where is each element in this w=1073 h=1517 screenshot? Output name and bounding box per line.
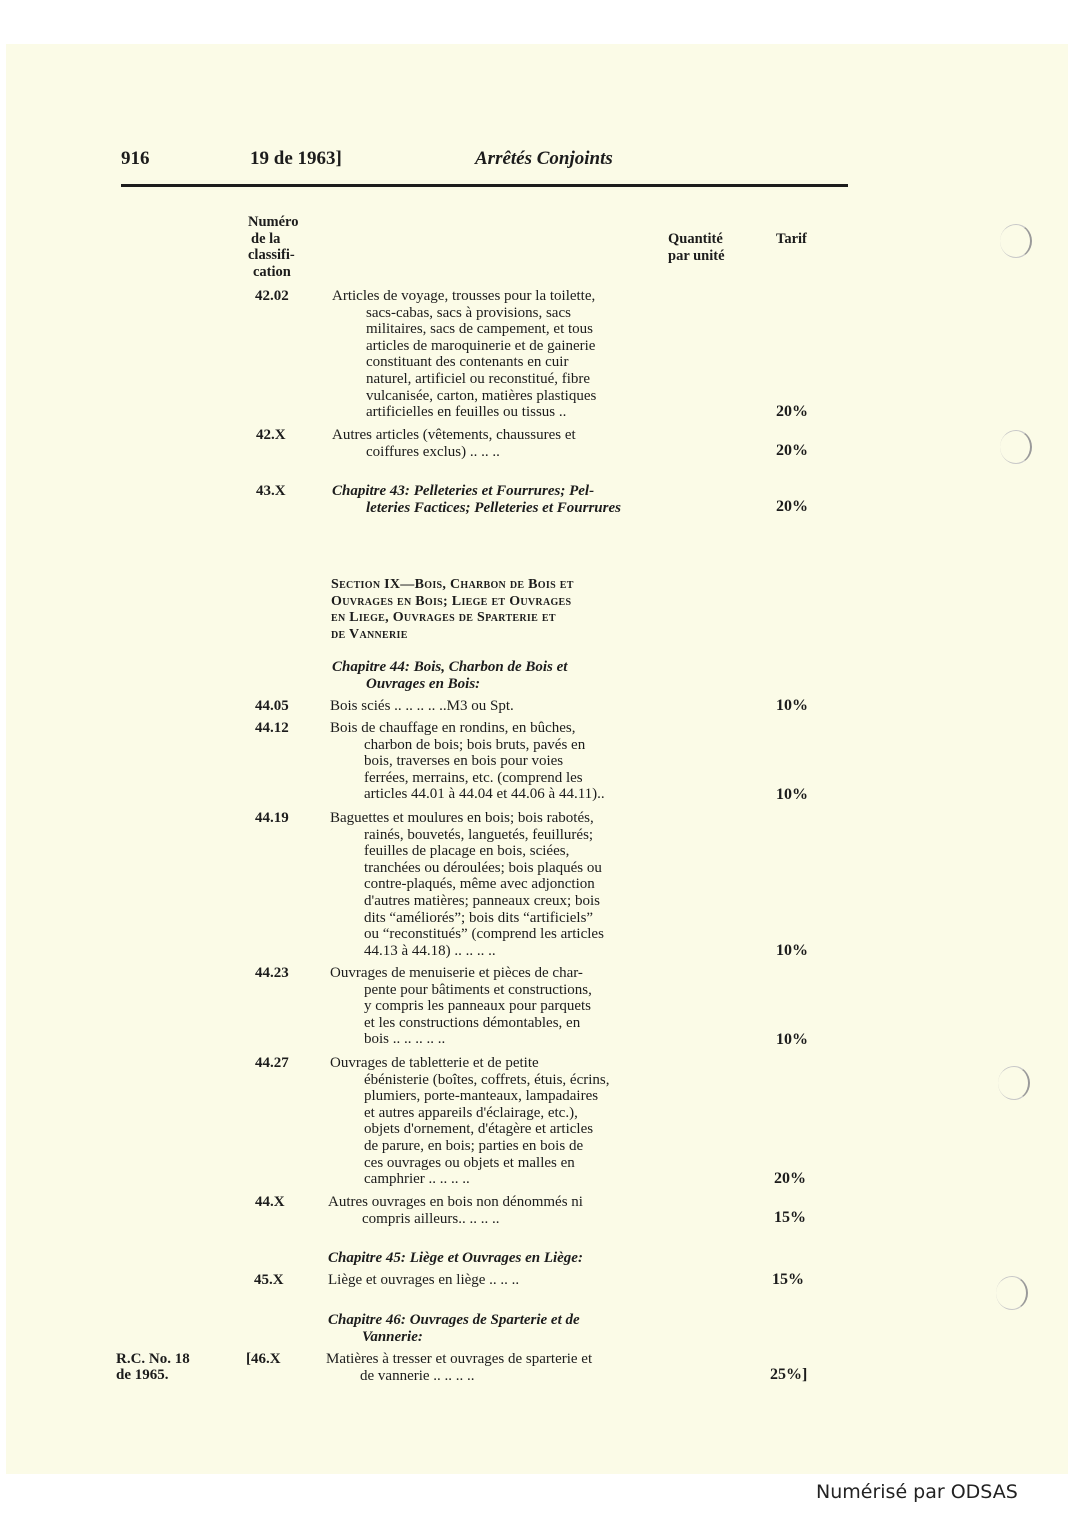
tariff-rate: 15% [774,1209,806,1226]
section-line: de Vannerie [331,626,408,642]
classification-number: 44.23 [255,965,289,981]
tariff-rate: 25%] [770,1366,808,1383]
description-line: Autres articles (vêtements, chaussures et [332,427,576,443]
classification-number: 44.05 [255,698,289,714]
punch-hole [1000,224,1032,258]
punch-hole [1000,430,1032,464]
description-line: camphrier .. .. .. .. [364,1171,470,1188]
description-line: ébénisterie (boîtes, coffrets, étuis, écrins, [364,1071,610,1088]
description-line: compris ailleurs.. .. .. .. [362,1210,500,1227]
column-header-quantity [668,231,725,264]
description-line: Ouvrages de tabletterie et de petite [330,1055,539,1071]
description-line: dits “améliorés”; bois dits “artificiels” [364,909,594,926]
column-header-line: de la [251,230,281,247]
column-header-number [248,214,298,280]
section-line: Ouvrages en Bois; Liege et Ouvrages [331,593,572,609]
entry-description [330,965,592,1048]
description-line: d'autres matières; panneaux creux; bois [364,892,600,909]
tariff-rate: 10% [776,1031,808,1048]
column-header-line: cation [253,263,291,280]
section-line: Section IX—Bois, Charbon de Bois et [331,577,574,592]
description-line: militaires, sacs de campement, et tous [366,321,594,338]
tariff-rate: 20% [774,1170,806,1187]
description-line: artificielles en feuilles ou tissus .. [366,404,567,421]
tariff-rate: 10% [776,697,808,714]
chapter-title: Liège et Ouvrages en Liège: [409,1250,583,1266]
description-line: et les constructions démontables, en [364,1014,581,1031]
digitization-credit: Numérisé par ODSAS [816,1481,1018,1503]
description-line: coiffures exclus) .. .. .. [366,443,500,460]
description-line: contre-plaqués, même avec adjonction [364,876,595,893]
column-header-line: Numéro [248,214,299,230]
punch-hole [998,1066,1030,1100]
entry-description [328,1194,583,1227]
description-line: charbon de bois; bois bruts, pavés en [364,736,586,753]
classification-number: 43.X [256,483,286,499]
classification-number: [46.X [246,1351,281,1367]
header-year: 19 de 1963] [250,148,342,169]
entry-description [330,810,604,959]
description-line: tranchées ou déroulées; bois plaqués ou [364,859,602,876]
description-line: articles 44.01 à 44.04 et 44.06 à 44.11).. [364,786,605,803]
tariff-rate: 20% [776,403,808,420]
classification-number: 44.X [255,1194,285,1210]
chapter-45-heading [328,1250,583,1267]
chapter-label: Chapitre 46: [328,1312,406,1328]
tariff-rate: 20% [776,498,808,515]
classification-number: 44.27 [255,1055,289,1071]
description-line: naturel, artificiel ou reconstitué, fibre [366,370,591,387]
description-line: rainés, bouvetés, languetés, feuillurés; [364,826,594,843]
column-header-line: par unité [668,247,725,264]
margin-note [116,1351,190,1383]
description-line: y compris les panneaux pour parquets [364,998,592,1015]
description-line: Ouvrages de menuiserie et pièces de char- [330,965,583,981]
section-line: en Liege, Ouvrages de Sparterie et [331,610,556,626]
description-line: ou “reconstitués” (comprend les articles [364,926,604,943]
tariff-rate: 10% [776,786,808,803]
description-line: ferrées, merrains, etc. (comprend les [364,769,583,786]
chapter-label: Chapitre 44: [332,659,410,675]
classification-number: 44.12 [255,720,289,736]
tariff-rate: 20% [776,442,808,459]
description-line: pente pour bâtiments et constructions, [364,981,592,998]
description-line: vulcanisée, carton, matières plastiques [366,387,597,404]
entry-description [328,1272,519,1289]
description-line: Pelleteries et Fourrures; Pel- [413,483,595,499]
description-line: Baguettes et moulures en bois; bois rabotés, [330,810,594,826]
tariff-rate: 15% [772,1271,804,1288]
description-line: 44.13 à 44.18) .. .. .. .. [364,942,496,959]
classification-number: 44.19 [255,810,289,826]
chapter-label: Chapitre 45: [328,1250,406,1266]
page-number: 916 [121,148,150,169]
description-line: Bois sciés .. .. .. .. ..M3 ou Spt. [330,698,514,714]
column-header-tariff: Tarif [776,231,807,247]
description-line: articles de maroquinerie et de gainerie [366,337,596,354]
description-line: Autres ouvrages en bois non dénommés ni [328,1194,583,1210]
chapter-title: Ouvrages de Sparterie et de [409,1312,580,1328]
chapter-43-entry [332,483,621,516]
entry-description [330,1055,609,1188]
description-line: feuilles de placage en bois, sciées, [364,843,570,860]
description-line: Bois de chauffage en rondins, en bûches, [330,720,576,736]
page-title: Arrêtés Conjoints [475,148,613,169]
description-line: de vannerie .. .. .. .. [360,1367,475,1384]
description-line: Liège et ouvrages en liège .. .. .. [328,1272,520,1288]
chapter-title: Bois, Charbon de Bois et [413,659,568,675]
header-rule [121,184,848,187]
description-line: constituant des contenants en cuir [366,354,569,371]
classification-number: 45.X [254,1272,284,1288]
classification-number: 42.02 [255,288,289,304]
chapter-46-heading [328,1312,580,1345]
description-line: bois, traverses en bois pour voies [364,753,564,770]
description-line: Matières à tresser et ouvrages de sparterie et [326,1351,593,1367]
description-line: de parure, en bois; parties en bois de [364,1137,584,1154]
description-line: sacs-cabas, sacs à provisions, sacs [366,304,571,321]
description-line: et autres appareils d'éclairage, etc.), [364,1104,578,1121]
section-heading [331,577,574,643]
chapter-title: Ouvrages en Bois: [366,675,481,692]
entry-description [326,1351,592,1384]
classification-number: 42.X [256,427,286,443]
description-line: objets d'ornement, d'étagère et articles [364,1121,594,1138]
description-line: bois .. .. .. .. .. [364,1031,446,1048]
entry-description [330,698,514,715]
margin-note-line: R.C. No. 18 [116,1351,190,1367]
entry-description [332,427,576,460]
description-line: ces ouvrages ou objets et malles en [364,1154,575,1171]
chapter-title: Vannerie: [362,1328,423,1345]
chapter-44-heading [332,659,567,692]
description-line: leteries Factices; Pelleteries et Fourrures [366,499,621,516]
entry-description [330,720,605,803]
description-line: plumiers, porte-manteaux, lampadaires [364,1088,599,1105]
punch-hole [996,1276,1028,1310]
entry-description [332,288,596,421]
column-header-line: classifi- [248,247,295,263]
margin-note-line: de 1965. [116,1367,169,1383]
tariff-rate: 10% [776,942,808,959]
chapter-label: Chapitre 43: [332,483,410,499]
description-line: Articles de voyage, trousses pour la toilette, [332,288,596,304]
column-header-line: Quantité [668,231,723,247]
